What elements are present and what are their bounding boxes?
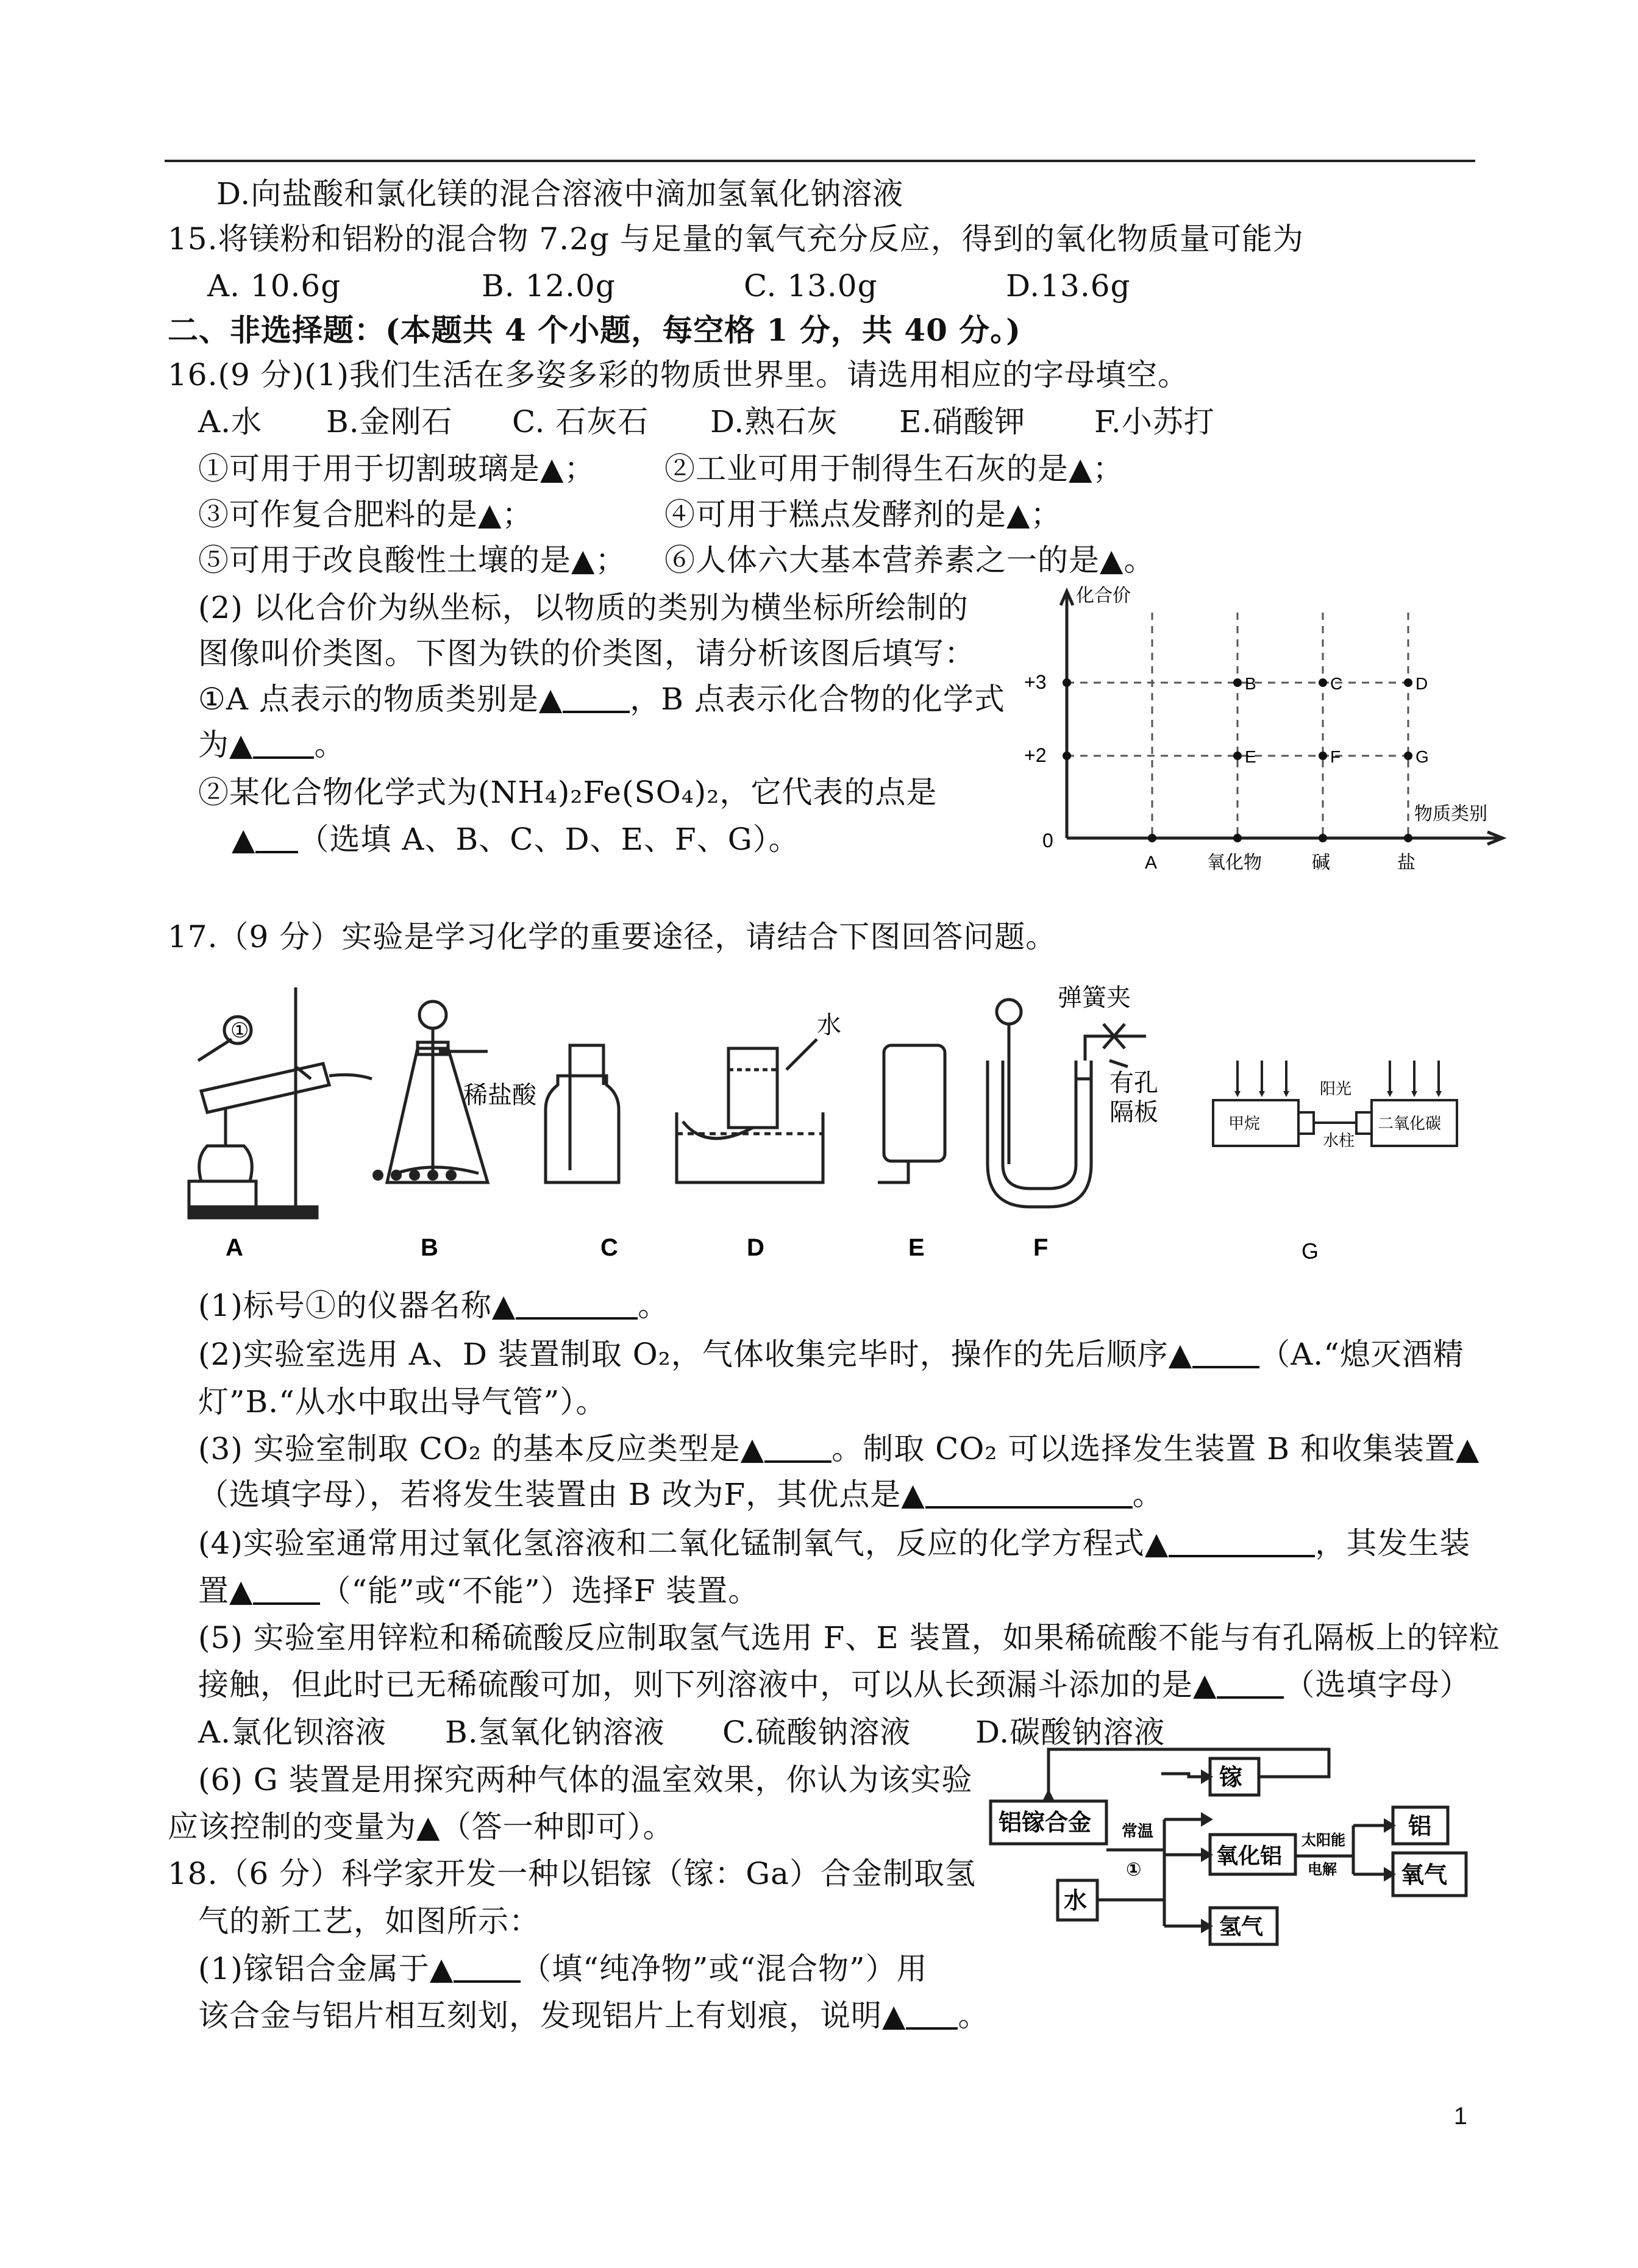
q17-option-d: D.碳酸钠溶液 xyxy=(975,1715,1166,1750)
node-alumina: 氧化铝 xyxy=(1216,1843,1283,1868)
point-c: C xyxy=(1330,674,1343,693)
q17-option-a: A.氯化钡溶液 xyxy=(198,1715,387,1750)
page-number: 1 xyxy=(1453,2103,1467,2130)
q15-stem: 15.将镁粉和铝粉的混合物 7.2g 与足量的氧气充分反应，得到的氧化物质量可能为 xyxy=(168,221,1304,257)
q15-option-c: C. 13.0g xyxy=(744,268,878,304)
label-step-1: ① xyxy=(1126,1860,1142,1880)
point-g: G xyxy=(1415,747,1429,766)
q16-choice-e: E.硝酸钾 xyxy=(899,404,1026,439)
q17-part3-line1: (3) 实验室制取 CO₂ 的基本反应类型是▲ 。制取 CO₂ 可以选择发生装置 B 和收集装置▲ xyxy=(198,1431,1480,1466)
apparatus-b: B xyxy=(421,1234,438,1261)
label-co2: 二氧化碳 xyxy=(1378,1114,1442,1132)
chart-ylabel: 化合价 xyxy=(1076,586,1131,606)
q15-option-a: A. 10.6g xyxy=(207,268,341,304)
label-water: 水 xyxy=(817,1012,841,1039)
q16-part2-line6: ▲ （选填 A、B、C、D、E、F、G）。 xyxy=(232,822,800,857)
q16-part2-line1: (2) 以化合价为纵坐标，以物质的类别为横坐标所绘制的 xyxy=(198,590,969,625)
q18-part1-line1: (1)镓铝合金属于▲ （填“纯净物”或“混合物”）用 xyxy=(198,1951,928,1986)
apparatus-e: E xyxy=(908,1234,925,1261)
point-d: D xyxy=(1415,674,1428,693)
ytick-plus2: +2 xyxy=(1024,744,1047,766)
label-dilute-hcl: 稀盐酸 xyxy=(463,1082,536,1109)
q15-option-b: B. 12.0g xyxy=(482,268,616,304)
node-alloy: 铝镓合金 xyxy=(999,1810,1092,1836)
q16-blank-1: ①可用于用于切割玻璃是▲； xyxy=(198,451,596,486)
q16-part2-line4: 为▲ 。 xyxy=(198,727,346,763)
q14-option-d: D.向盐酸和氯化镁的混合溶液中滴加氢氧化钠溶液 xyxy=(216,176,904,212)
q17-option-c: C.硫酸钠溶液 xyxy=(722,1715,911,1750)
q16-choice-d: D.熟石灰 xyxy=(710,404,838,439)
header-rule xyxy=(165,160,1475,162)
q16-stem: 16.(9 分)(1)我们生活在多姿多彩的物质世界里。请选用相应的字母填空。 xyxy=(168,357,1189,393)
q16-blank-4: ④可用于糕点发酵剂的是▲； xyxy=(664,497,1062,532)
chart-xlabel: 物质类别 xyxy=(1414,804,1487,824)
node-aluminum: 铝 xyxy=(1408,1814,1432,1840)
q16-part2-line5: ②某化合物化学式为(NH₄)₂Fe(SO₄)₂，它代表的点是 xyxy=(198,775,938,810)
apparatus-d: D xyxy=(747,1234,764,1261)
q17-stem: 17.（9 分）实验是学习化学的重要途径，请结合下图回答问题。 xyxy=(168,919,1057,954)
apparatus-a: A xyxy=(226,1234,243,1261)
q18-part1-line2: 该合金与铝片相互刻划，发现铝片上有划痕，说明▲ 。 xyxy=(198,1998,989,2033)
q16-choice-a: A.水 xyxy=(198,404,263,439)
node-water: 水 xyxy=(1064,1888,1088,1914)
label-plate-2: 隔板 xyxy=(1109,1099,1158,1126)
node-oxygen: 氧气 xyxy=(1401,1863,1448,1888)
gallium-aluminum-flow-diagram xyxy=(981,1740,1487,1960)
label-electrolysis: 电解 xyxy=(1308,1861,1337,1878)
q16-choice-f: F.小苏打 xyxy=(1094,404,1215,439)
q16-part2-line2: 图像叫价类图。下图为铁的价类图，请分析该图后填写： xyxy=(198,636,975,671)
q16-blank-2: ②工业可用于制得生石灰的是▲； xyxy=(664,451,1124,486)
q17-part2-line1: (2)实验室选用 A、D 装置制取 O₂，气体收集完毕时，操作的先后顺序▲ （A.“熄灭酒精 xyxy=(198,1337,1464,1372)
node-hydrogen: 氢气 xyxy=(1219,1914,1264,1939)
q18-stem-line1: 18.（6 分）科学家开发一种以铝镓（镓：Ga）合金制取氢 xyxy=(168,1856,976,1891)
q18-stem-line2: 气的新工艺，如图所示： xyxy=(198,1904,540,1939)
q17-part3-line2: （选填字母），若将发生装置由 B 改为F，其优点是▲ 。 xyxy=(198,1477,1164,1512)
q17-part4-line1: (4)实验室通常用过氧化氢溶液和二氧化锰制氧气，反应的化学方程式▲ ，其发生装 xyxy=(198,1526,1471,1561)
q17-part6-line1: (6) G 装置是用探究两种气体的温室效果，你认为该实验 xyxy=(198,1762,973,1797)
point-b: B xyxy=(1245,674,1256,693)
ytick-plus3: +3 xyxy=(1024,671,1047,693)
xcat-salt: 盐 xyxy=(1397,853,1415,873)
q17-part5-line1: (5) 实验室用锌粒和稀硫酸反应制取氢气选用 F、E 装置，如果稀硫酸不能与有孔隔板上的锌粒 xyxy=(198,1620,1500,1655)
label-sunlight: 阳光 xyxy=(1320,1079,1352,1098)
xcat-a: A xyxy=(1145,853,1158,873)
q16-choice-b: B.金刚石 xyxy=(326,404,453,439)
label-methane: 甲烷 xyxy=(1228,1114,1261,1132)
q16-blank-6: ⑥人体六大基本营养素之一的是▲。 xyxy=(664,542,1155,578)
node-gallium: 镓 xyxy=(1219,1765,1243,1791)
label-solar: 太阳能 xyxy=(1301,1832,1345,1849)
q15-option-d: D.13.6g xyxy=(1006,268,1131,304)
xcat-oxide: 氧化物 xyxy=(1207,853,1262,873)
point-e: E xyxy=(1245,747,1256,766)
ytick-zero: 0 xyxy=(1042,830,1053,851)
apparatus-f: F xyxy=(1033,1234,1049,1261)
q16-part2-line3: ①A 点表示的物质类别是▲ ，B 点表示化合物的化学式 xyxy=(198,681,1005,717)
point-f: F xyxy=(1330,747,1341,766)
apparatus-c: C xyxy=(600,1234,618,1261)
q16-choice-c: C. 石灰石 xyxy=(512,404,649,439)
label-circle1: ① xyxy=(230,1019,249,1042)
xcat-base: 碱 xyxy=(1312,853,1330,873)
q17-part2-line2: 灯”B.“从水中取出导气管”）。 xyxy=(198,1384,607,1420)
q16-blank-5: ⑤可用于改良酸性土壤的是▲； xyxy=(198,542,627,578)
q17-part4-line2: 置▲ （“能”或“不能”）选择F 装置。 xyxy=(198,1573,760,1609)
q16-blank-3: ③可作复合肥料的是▲； xyxy=(198,497,533,532)
label-plate-1: 有孔 xyxy=(1109,1070,1158,1097)
label-water-column: 水柱 xyxy=(1323,1131,1355,1150)
section-heading: 二、非选择题：(本题共 4 个小题，每空格 1 分，共 40 分。) xyxy=(168,312,1021,348)
label-room-temp: 常温 xyxy=(1122,1822,1154,1840)
q17-part1: (1)标号①的仪器名称▲ 。 xyxy=(198,1288,669,1323)
label-spring-clip: 弹簧夹 xyxy=(1058,984,1131,1011)
q17-option-b: B.氢氧化钠溶液 xyxy=(445,1715,665,1750)
iron-valence-chart xyxy=(1024,576,1524,875)
q17-part6-line2: 应该控制的变量为▲（答一种即可）。 xyxy=(168,1809,674,1844)
q17-part5-line2: 接触，但此时已无稀硫酸可加，则下列溶液中，可以从长颈漏斗添加的是▲ （选填字母） xyxy=(198,1667,1471,1702)
lab-apparatus-diagram xyxy=(177,969,1518,1268)
apparatus-g: G xyxy=(1301,1239,1319,1264)
